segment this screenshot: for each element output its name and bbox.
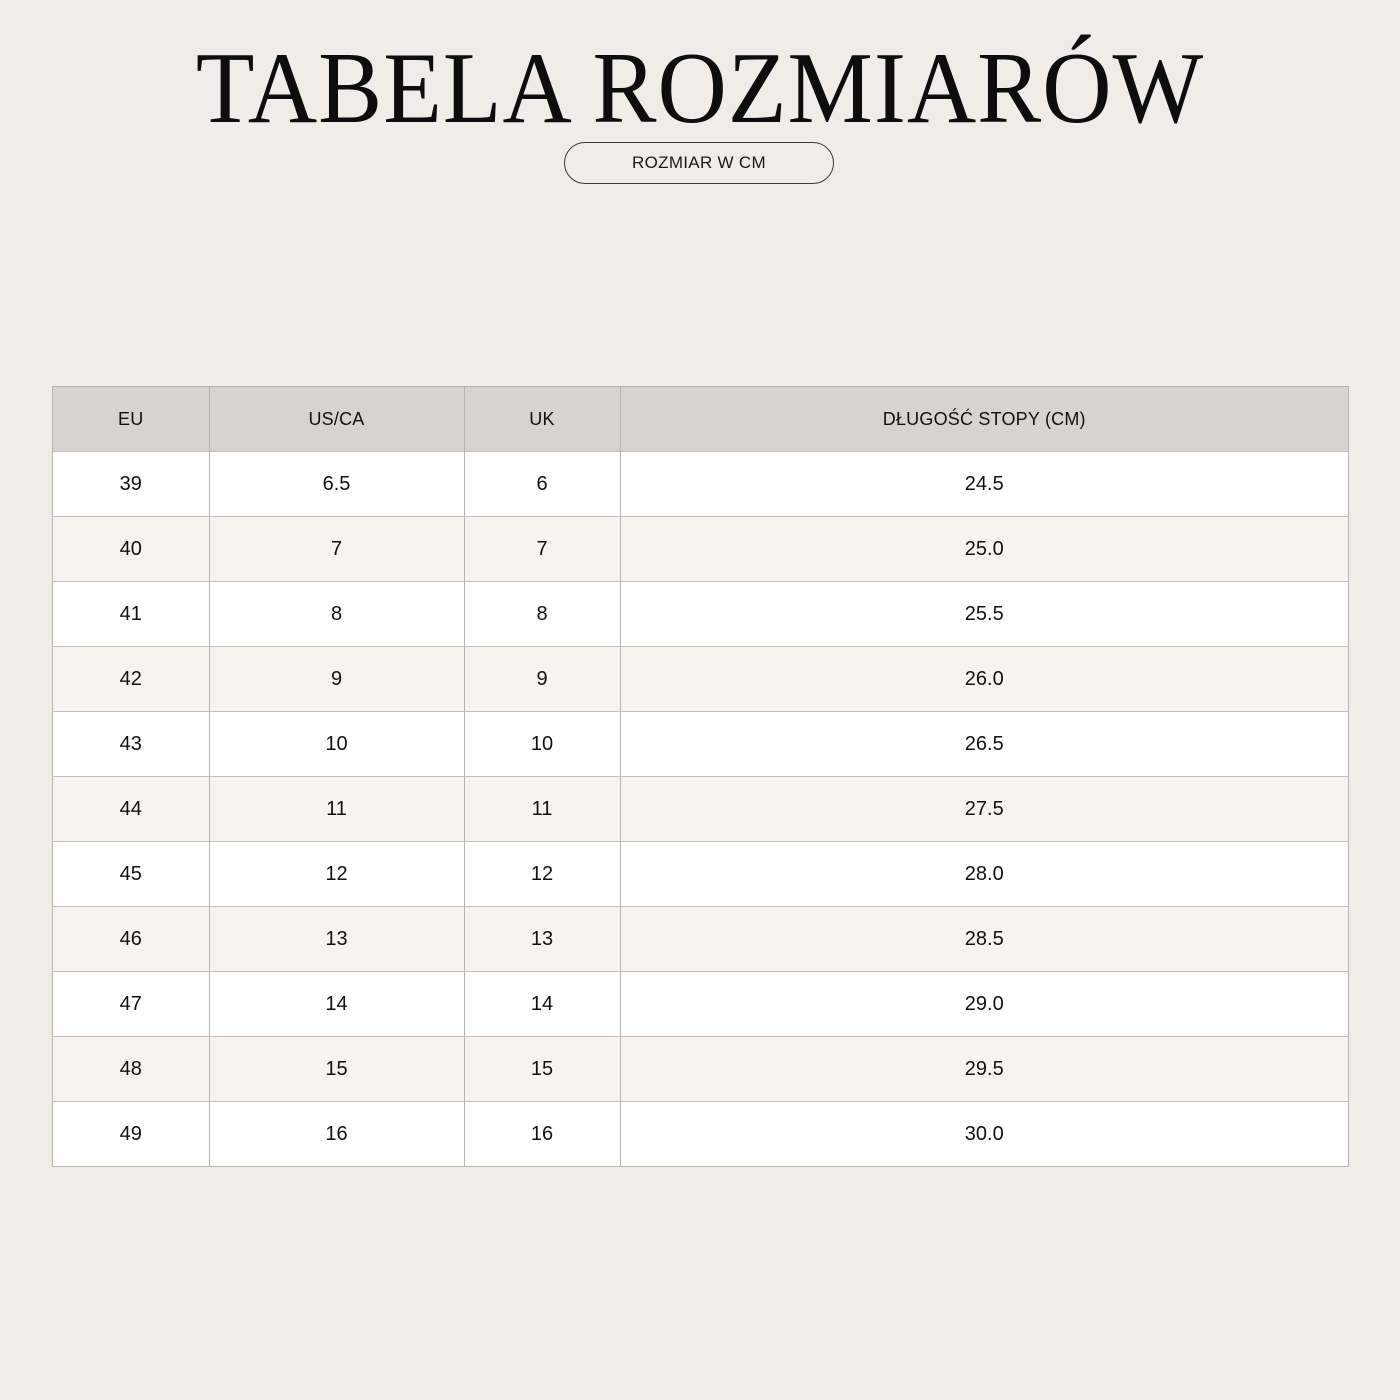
cell-uk: 12 (464, 842, 620, 907)
table-row (53, 582, 1348, 647)
cell-foot-length: 25.5 (620, 582, 1348, 647)
table-row (53, 1037, 1348, 1102)
table-header-row (53, 387, 1348, 452)
cell-uk: 14 (464, 972, 620, 1037)
cell-us-ca: 13 (209, 907, 464, 972)
cell-uk: 8 (464, 582, 620, 647)
cell-eu: 42 (53, 647, 209, 712)
cell-uk: 16 (464, 1102, 620, 1167)
cell-us-ca: 15 (209, 1037, 464, 1102)
cell-foot-length: 26.0 (620, 647, 1348, 712)
cell-us-ca: 6.5 (209, 452, 464, 517)
cell-uk: 6 (464, 452, 620, 517)
cell-us-ca: 11 (209, 777, 464, 842)
cell-foot-length: 29.5 (620, 1037, 1348, 1102)
size-chart-table (53, 387, 1348, 1166)
cell-eu: 44 (53, 777, 209, 842)
cell-foot-length: 28.0 (620, 842, 1348, 907)
cell-eu: 43 (53, 712, 209, 777)
column-header-foot-length: DŁUGOŚĆ STOPY (CM) (620, 387, 1348, 452)
cell-eu: 46 (53, 907, 209, 972)
column-header-us-ca: US/CA (209, 387, 464, 452)
cell-eu: 45 (53, 842, 209, 907)
cell-foot-length: 28.5 (620, 907, 1348, 972)
cell-foot-length: 26.5 (620, 712, 1348, 777)
cell-us-ca: 8 (209, 582, 464, 647)
cell-us-ca: 10 (209, 712, 464, 777)
cell-foot-length: 27.5 (620, 777, 1348, 842)
cell-us-ca: 16 (209, 1102, 464, 1167)
cell-eu: 39 (53, 452, 209, 517)
table-row (53, 907, 1348, 972)
cell-uk: 13 (464, 907, 620, 972)
table-row (53, 712, 1348, 777)
table-row (53, 842, 1348, 907)
cell-foot-length: 30.0 (620, 1102, 1348, 1167)
column-header-uk: UK (464, 387, 620, 452)
table-row (53, 517, 1348, 582)
cell-eu: 41 (53, 582, 209, 647)
cell-uk: 9 (464, 647, 620, 712)
cell-us-ca: 12 (209, 842, 464, 907)
table-row (53, 777, 1348, 842)
cell-us-ca: 9 (209, 647, 464, 712)
table-row (53, 1102, 1348, 1167)
cell-uk: 11 (464, 777, 620, 842)
cell-foot-length: 24.5 (620, 452, 1348, 517)
cell-us-ca: 7 (209, 517, 464, 582)
table-row (53, 452, 1348, 517)
cell-uk: 7 (464, 517, 620, 582)
column-header-eu: EU (53, 387, 209, 452)
cell-eu: 47 (53, 972, 209, 1037)
page-title: TABELA ROZMIARÓW (195, 30, 1205, 145)
cell-eu: 40 (53, 517, 209, 582)
cell-us-ca: 14 (209, 972, 464, 1037)
cell-eu: 48 (53, 1037, 209, 1102)
cell-foot-length: 29.0 (620, 972, 1348, 1037)
unit-badge: ROZMIAR W CM (564, 142, 834, 184)
table-row (53, 972, 1348, 1037)
size-table (52, 386, 1349, 1167)
cell-foot-length: 25.0 (620, 517, 1348, 582)
table-row (53, 647, 1348, 712)
cell-uk: 10 (464, 712, 620, 777)
cell-uk: 15 (464, 1037, 620, 1102)
cell-eu: 49 (53, 1102, 209, 1167)
